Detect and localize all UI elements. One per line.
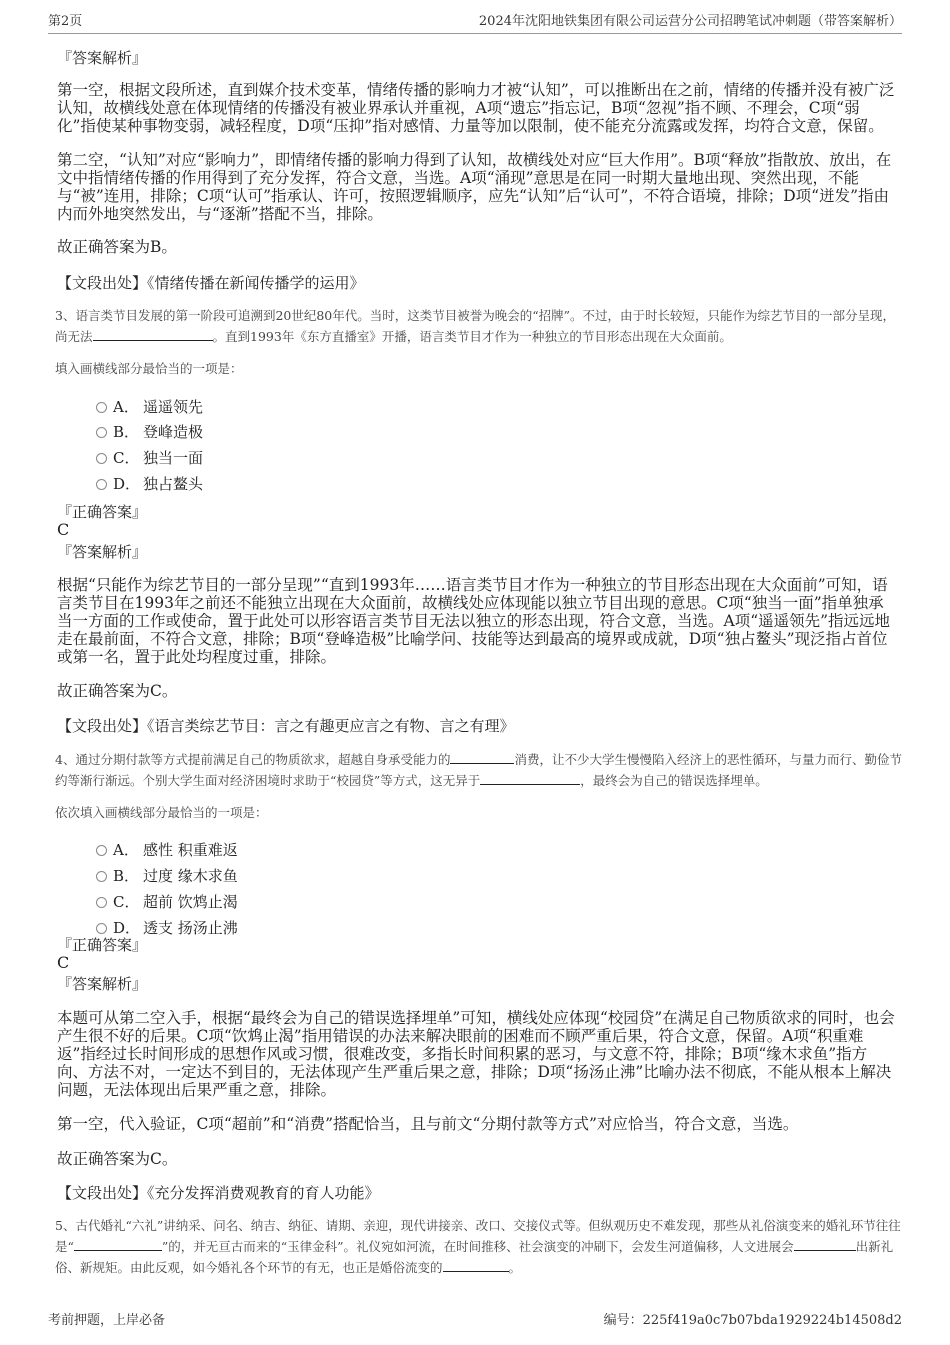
radio-icon[interactable]	[96, 923, 107, 934]
fill-blank	[480, 772, 580, 785]
option-a[interactable]: A． 感性 积重难返	[96, 841, 238, 859]
option-a[interactable]: A． 遥遥领先	[96, 398, 203, 416]
correct-answer-tag: 『正确答案』	[57, 936, 148, 954]
question-prompt: 填入画横线部分最恰当的一项是：	[55, 361, 243, 376]
question-text: ，最终会为自己的错误选择埋单。	[580, 773, 768, 788]
question-prompt: 依次填入画横线部分最恰当的一项是：	[55, 805, 268, 820]
analysis-paragraph: 第一空，代入验证，C项“超前”和“消费”搭配恰当，且与前文“分期付款等方式”对应恰当，符合文意，当选。	[57, 1115, 799, 1133]
footer-slogan: 考前押题，上岸必备	[48, 1313, 166, 1328]
radio-icon[interactable]	[96, 453, 107, 464]
radio-icon[interactable]	[96, 479, 107, 490]
option-b[interactable]: B． 过度 缘木求鱼	[96, 867, 238, 885]
option-d[interactable]: D． 独占鳌头	[96, 475, 203, 493]
analysis-paragraph: 根据“只能作为综艺节目的一部分呈现”“直到1993年……语言类节目才作为一种独立的节目形态出现在大众面前”可知，语言类节目在1993年之前还不能独立出现在大众面前，故横线处应体现能以独立节目出现的意思。C项“独当一面”指单独承当一方面的工作或使命，置于此处可以形容语言类节目无法以独立的形态出现，符合文意，当选。A项“遥遥领先”指远远地走在最前面，不符合文意，排除；B项“登峰造极”比喻学问、技能等达到最高的境界或成就，D项“独占鳌头”现泛指占首位或第一名，置于此处均程度过重，排除。	[57, 576, 891, 666]
conclusion: 故正确答案为B。	[57, 238, 177, 256]
fill-blank	[74, 1238, 162, 1251]
conclusion: 故正确答案为C。	[57, 682, 178, 700]
source-citation: 【文段出处】《语言类综艺节目：言之有趣更应言之有物、言之有理》	[57, 717, 515, 735]
page-header	[48, 13, 902, 34]
question-text: 5、古代婚礼“六礼”讲纳采、问名、纳吉、纳征、请期、亲迎，现代讲接亲、改口、交接仪式等。但纵观历史不难发现，那些从礼俗演变来的婚礼环节往往是“	[55, 1218, 901, 1254]
radio-icon[interactable]	[96, 427, 107, 438]
fill-blank	[443, 1259, 509, 1272]
question-text: 消费，让不少大学生慢慢陷入经济上的恶性循环，与量力而行、勤俭节约等渐行渐远。个别大学生面对经济困境时求助于“校园贷”等方式，这无异于	[55, 752, 902, 788]
radio-icon[interactable]	[96, 871, 107, 882]
analysis-paragraph: 本题可从第二空入手，根据“最终会为自己的错误选择埋单”可知，横线处应体现“校园贷”在满足自己物质欲求的同时，也会产生很不好的后果。C项“饮鸩止渴”指用错误的办法来解决眼前的困难而不顾严重后果，符合文意，保留。A项“积重难返”指经过长时间形成的思想作风或习惯，很难改变，多指长时间积累的恶习，与文意不符，排除；B项“缘木求鱼”指方向、方法不对，一定达不到目的，无法体现产生严重后果之意，排除；D项“扬汤止沸”比喻办法不彻底，不能从根本上解决问题，无法体现出后果严重之意，排除。	[57, 1009, 895, 1099]
source-citation: 【文段出处】《充分发挥消费观教育的育人功能》	[57, 1184, 380, 1202]
question-text: 。	[508, 1260, 522, 1275]
question-text: ”的，并无亘古而来的“玉律金科”。礼仪宛如河流，在时间推移、社会演变的冲刷下，会发生河道偏移，人文进展会	[161, 1239, 794, 1254]
correct-answer: C	[57, 520, 70, 539]
question-stem	[55, 749, 905, 791]
question-stem	[55, 305, 905, 347]
radio-icon[interactable]	[96, 845, 107, 856]
analysis-paragraph: 第二空，“认知”对应“影响力”，即情绪传播的影响力得到了认知，故横线处对应“巨大作用”。B项“释放”指散放、放出，在文中指情绪传播的作用得到了充分发挥，符合文意，当选。A项“涌现”意思是在同一时期大量地出现、突然出现，不能与“被”连用，排除；C项“认可”指承认、许可，按照逻辑顺序，应先“认知”后“认可”，不符合语境，排除；D项“迸发”指由内而外地突然发出，与“逐渐”搭配不当，排除。	[57, 151, 892, 223]
option-c[interactable]: C． 超前 饮鸩止渴	[96, 893, 238, 911]
page-number: 第2页	[48, 14, 83, 29]
analysis-tag: 『答案解析』	[57, 975, 148, 993]
option-c[interactable]: C． 独当一面	[96, 449, 203, 467]
conclusion: 故正确答案为C。	[57, 1150, 178, 1168]
question-stem	[55, 1215, 905, 1278]
question-text: 出新礼俗、新规矩。由此反观，如今婚礼各个环节的有无，也正是婚俗流变的	[55, 1239, 894, 1275]
analysis-paragraph: 第一空，根据文段所述，直到媒介技术变革，情绪传播的影响力才被“认知”，可以推断出在之前，情绪的传播并没有被广泛认知，故横线处意在体现情绪的传播没有被业界承认并重视，A项“遗忘”指忘记，B项“忽视”指不顾、不理会，C项“弱化”指使某种事物变弱，减轻程度，D项“压抑”指对感情、力量等加以限制，使不能充分流露或发挥，均符合文意，保留。	[57, 81, 895, 135]
question-text: 。直到1993年《东方直播室》开播，语言类节目才作为一种独立的节目形态出现在大众面前。	[212, 329, 732, 344]
question-text: 3、语言类节目发展的第一阶段可追溯到20世纪80年代。当时，这类节目被誉为晚会的“招牌”。不过，由于时长较短，只能作为综艺节目的一部分呈现，尚无法	[55, 308, 896, 344]
fill-blank	[450, 751, 514, 764]
analysis-tag: 『答案解析』	[57, 543, 148, 561]
fill-blank	[93, 328, 213, 341]
question-text: 4、通过分期付款等方式提前满足自己的物质欲求，超越自身承受能力的	[55, 752, 451, 767]
page-footer	[48, 1312, 902, 1332]
option-d[interactable]: D． 透支 扬汤止沸	[96, 919, 238, 937]
correct-answer: C	[57, 953, 70, 972]
document-title: 2024年沈阳地铁集团有限公司运营分公司招聘笔试冲刺题（带答案解析）	[478, 14, 902, 29]
document-id: 编号：225f419a0c7b07bda1929224b14508d2	[603, 1313, 902, 1328]
analysis-tag: 『答案解析』	[57, 49, 148, 67]
radio-icon[interactable]	[96, 897, 107, 908]
correct-answer-tag: 『正确答案』	[57, 503, 148, 521]
fill-blank	[794, 1238, 856, 1251]
radio-icon[interactable]	[96, 402, 107, 413]
source-citation: 【文段出处】《情绪传播在新闻传播学的运用》	[57, 274, 365, 292]
option-b[interactable]: B． 登峰造极	[96, 423, 203, 441]
